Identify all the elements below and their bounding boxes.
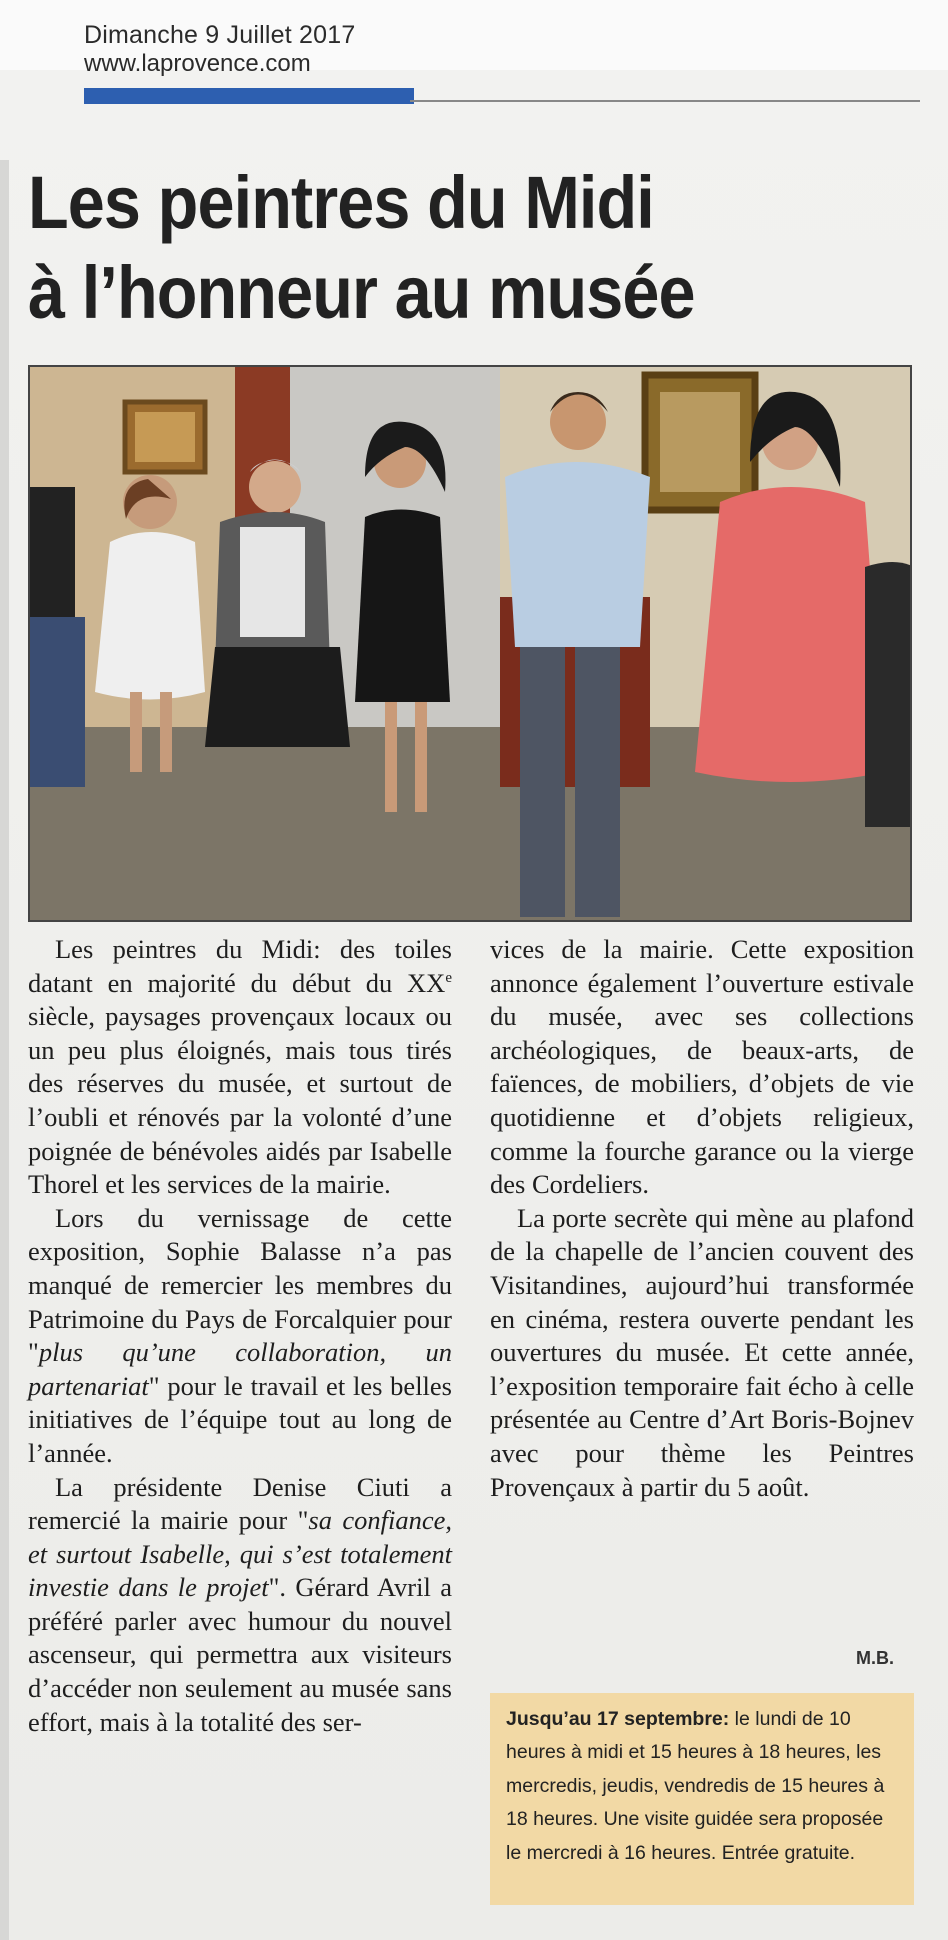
- headline-line-2: à l’honneur au musée: [28, 251, 695, 334]
- article-column-1: [28, 933, 452, 1739]
- info-box: [490, 1693, 914, 1905]
- paragraph: Lors du vernissage de cette exposition, Sophie Balasse n’a pas manqué de remercier les membres du Patrimoine du Pays de Forcalquier pour "plus qu’une collaboration, un partenariat" pour le travail et les belles initiatives de l’équipe tout au long de l’année.: [28, 1202, 452, 1468]
- info-box-text: le lundi de 10 heures à midi et 15 heures à 18 heures, les mercredis, jeudis, vendredis de 15 heures à 18 heures. Une visite guidée sera proposée le mercredi à 16 heures. Entrée gratuite.: [506, 1708, 885, 1864]
- paragraph: Les peintres du Midi: des toiles datant en majorité du début du XXe siècle, paysages provençaux locaux ou un peu plus éloignés, mais tous tirés des réserves du musée, et surtout de l’oubli et rénovés par la volonté d’une poignée de bénévoles aidés par Isabelle Thorel et les services de la mairie.: [28, 934, 452, 1200]
- top-rule: [410, 100, 920, 102]
- paragraph: vices de la mairie. Cette exposition annonce également l’ouverture estivale du musée, avec ses collections archéologiques, de beaux-arts, de faïences, de mobiliers, d’objets de vie quotidienne et d’objets religieux, comme la fourche garance ou la vierge des Cordeliers.: [490, 934, 914, 1200]
- paragraph: La présidente Denise Ciuti a remercié la mairie pour "sa confiance, et surtout Isabelle, qui s’est totalement investie dans le projet". Gérard Avril a préféré parler avec humour du nouvel ascenseur, qui permettra aux visiteurs d’accéder non seulement au musée sans effort, mais à la totalité des ser-: [28, 1471, 452, 1737]
- publication-date: Dimanche 9 Juillet 2017: [84, 21, 356, 49]
- stamp-bar: [84, 88, 414, 104]
- paragraph: La porte secrète qui mène au plafond de la chapelle de l’ancien couvent des Visitandines, aujourd’hui transformée en cinéma, restera ouverte pendant les ouvertures du musée. Et cette année, l’exposition temporaire fait écho à celle présentée au Centre d’Art Boris-Bojnev avec pour thème les Peintres Provençaux à partir du 5 août.: [490, 1202, 914, 1502]
- article-column-2: [490, 933, 914, 1504]
- article-photo: [28, 365, 912, 922]
- headline-line-1: Les peintres du Midi: [28, 161, 654, 244]
- date-stamp: [84, 20, 414, 104]
- page-edge: [0, 160, 9, 1940]
- photo-illustration: [30, 367, 912, 922]
- info-box-lead: Jusqu’au 17 septembre:: [506, 1708, 730, 1730]
- byline: M.B.: [856, 1648, 894, 1668]
- headline: [28, 158, 838, 338]
- publication-url: www.laprovence.com: [84, 50, 311, 77]
